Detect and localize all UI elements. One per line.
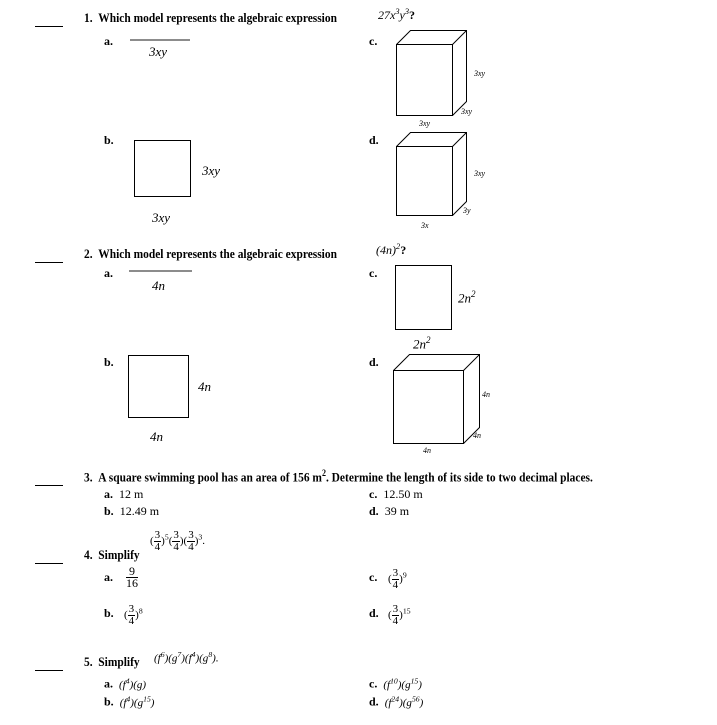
question-3: 3. A square swimming pool has an area of 156 $m^2$. Determine the length of its side to two decimal places. — [84, 468, 593, 485]
q2-option-c-square-model — [395, 265, 453, 331]
q1-option-d-side-label: 3xy — [474, 169, 486, 178]
q1-option-c-bottom-label: 3xy — [419, 119, 431, 128]
q4-option-b-letter: b. — [104, 606, 114, 620]
q2-option-b-side-label: 4n — [198, 379, 211, 394]
question-5-expression: $(f^6)(g^7)(f^4)(g^8)$. — [154, 650, 219, 665]
q1-option-c-cube-model — [396, 30, 468, 118]
q2-option-d-depth-label: 4n — [473, 431, 481, 440]
q4-option-c-expression: ( $\frac{3}{4}$ )$^9$ — [388, 567, 407, 591]
q2-option-a-label: 4n — [152, 278, 165, 293]
q1-option-d-prism-model — [396, 132, 468, 218]
q1-option-a-letter: a. — [104, 34, 113, 48]
question-1-expression: $27x^3y^3$? — [378, 7, 416, 22]
q1-option-a-line-model — [130, 39, 190, 41]
q2-option-b-letter: b. — [104, 355, 114, 369]
q4-option-a-letter: a. — [104, 570, 113, 584]
q2-option-d-bottom-label: 4n — [423, 446, 431, 455]
question-2: 2. Which model represents the algebraic expression — [84, 246, 337, 261]
q1-option-d-bottom-label: 3x — [421, 221, 429, 230]
answer-blank-2[interactable] — [35, 262, 63, 263]
q4-option-c-letter: c. — [369, 570, 378, 584]
q1-option-b-bottom-label: 3xy — [152, 210, 171, 225]
answer-blank-5[interactable] — [35, 670, 63, 671]
q4-option-d-letter: d. — [369, 606, 379, 620]
q4-option-d-expression: ( $\frac{3}{4}$ )$^{15}$ — [388, 603, 411, 627]
q3-option-d: d. 39 m — [369, 504, 410, 518]
question-2-expression: $(4n)^2$? — [376, 242, 407, 257]
q2-option-d-cube-model — [393, 354, 481, 444]
q3-option-a: a. 12 m — [104, 487, 144, 501]
q2-option-d-letter: d. — [369, 355, 379, 369]
q2-option-b-square-model — [128, 355, 190, 419]
q1-option-b-square-model — [134, 140, 192, 198]
question-5: 5. Simplify — [84, 654, 140, 669]
q5-option-d: d. $(f^{24})(g^{56})$ — [369, 694, 424, 709]
question-1: 1. Which model represents the algebraic expression — [84, 10, 337, 25]
q5-option-b: b. $(f^4)(g^{15})$ — [104, 694, 155, 709]
q4-option-a-fraction: $\frac{9}{16}$ — [126, 564, 138, 590]
answer-blank-4[interactable] — [35, 563, 63, 564]
q1-option-c-side-label: 3xy — [474, 69, 486, 78]
q2-option-a-line-model — [129, 270, 192, 272]
q1-option-b-letter: b. — [104, 133, 114, 147]
question-4-expression: ( $\frac{3}{4}$ )$^5$( $\frac{3}{4}$ )( $\frac{3}{4}$ )$^3$. — [150, 529, 205, 553]
q2-option-d-side-label: 4n — [482, 390, 490, 399]
q3-option-b: b. 12.49 m — [104, 504, 160, 518]
question-4: 4. Simplify — [84, 547, 140, 562]
q2-option-c-bottom-label: $2n^2$ — [413, 335, 431, 352]
q1-option-c-letter: c. — [369, 34, 378, 48]
q3-option-c: c. 12.50 m — [369, 487, 423, 501]
q5-option-a: a. $(f^4)(g)$ — [104, 676, 147, 691]
q1-option-d-depth-label: 3y — [463, 206, 471, 215]
q5-option-c: c. $(f^{10})(g^{15})$ — [369, 676, 422, 691]
answer-blank-3[interactable] — [35, 485, 63, 486]
q4-option-b-expression: ( $\frac{3}{4}$ )$^8$ — [124, 603, 143, 627]
answer-blank-1[interactable] — [35, 26, 63, 27]
q1-option-a-label: 3xy — [149, 44, 168, 59]
q2-option-a-letter: a. — [104, 266, 113, 280]
q1-option-d-letter: d. — [369, 133, 379, 147]
q2-option-c-letter: c. — [369, 266, 378, 280]
q1-option-b-side-label: 3xy — [202, 163, 221, 178]
q2-option-b-bottom-label: 4n — [150, 429, 163, 444]
q2-option-c-side-label: $2n^2$ — [458, 289, 476, 306]
q1-option-c-depth-label: 3xy — [461, 107, 473, 116]
